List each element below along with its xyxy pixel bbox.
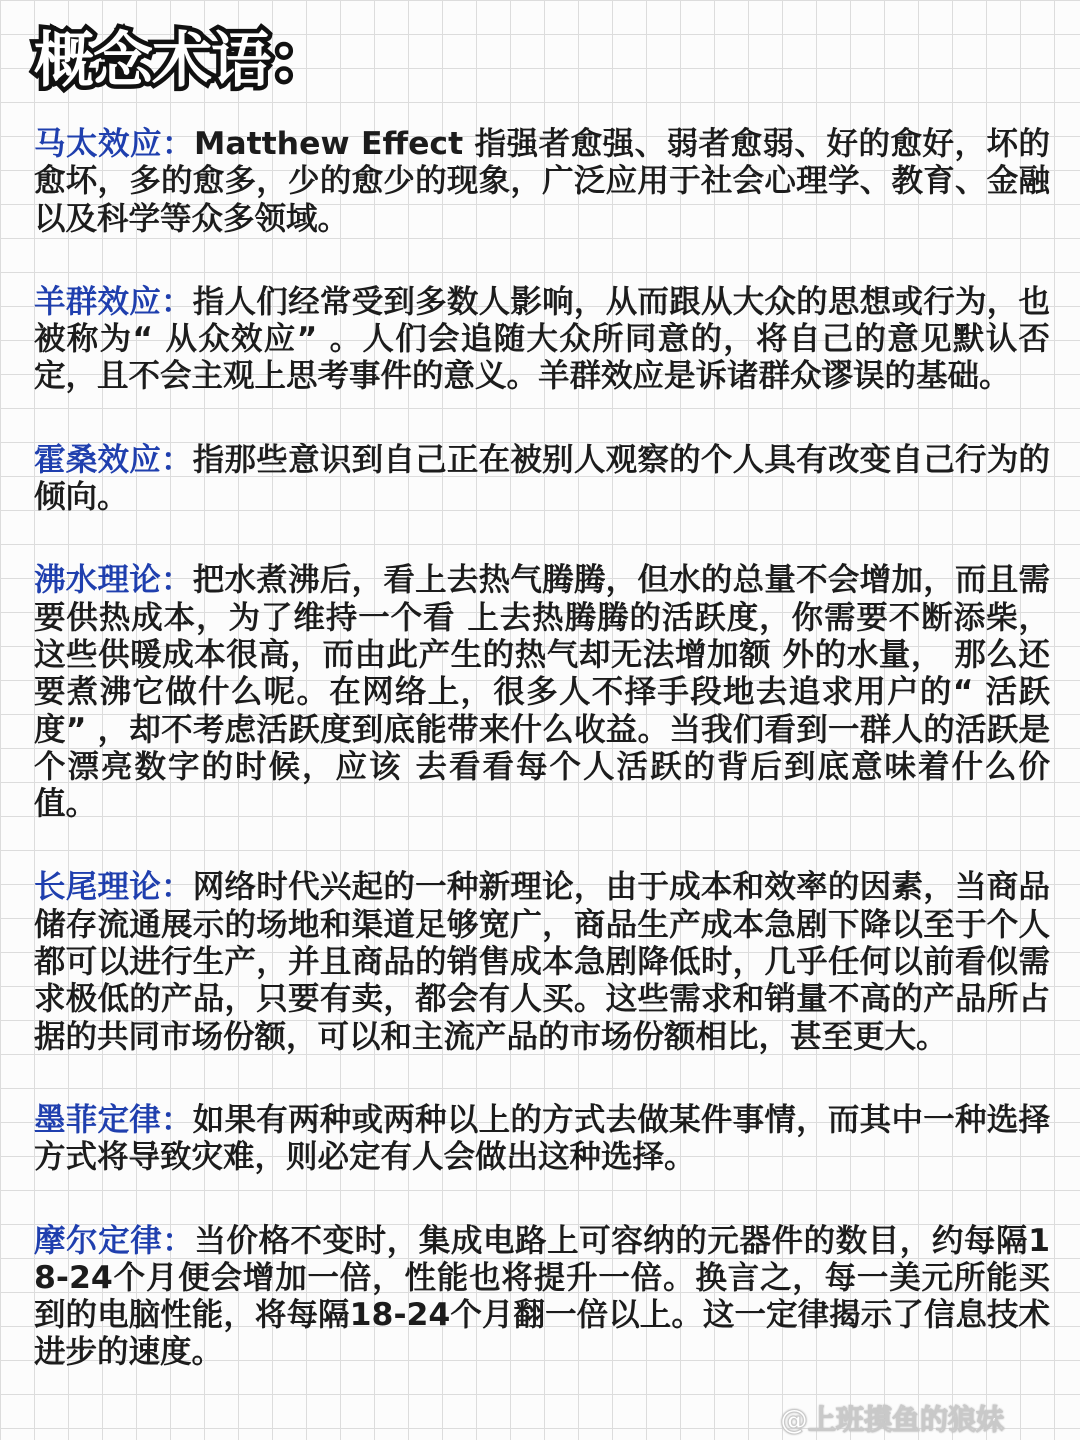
term-matthew-effect: [34, 126, 1050, 238]
page-title-text: 概念术语：: [34, 26, 329, 96]
term-name: 马太效应: [34, 126, 162, 162]
term-name: 霍桑效应: [34, 441, 162, 478]
term-definition: 指那些意识到自己正在被别人观察的个人具有改变自己行为的倾向。: [34, 441, 1050, 516]
term-separator: ：: [161, 869, 193, 906]
term-boiling-water-theory: [34, 562, 1050, 823]
term-name: 摩尔定律: [34, 1222, 163, 1259]
term-definition: 当价格不变时，集成电路上可容纳的元器件的数目，约每隔18-24个月便会增加一倍，性能也将提升一倍。换言之，每一美元所能买到的电脑性能，将每隔18-24个月翻一倍以上。这一定律揭示了信息技术进步的速度。: [34, 1222, 1050, 1371]
term-murphys-law: [34, 1102, 1050, 1177]
author-watermark: @上班摸鱼的狼妹: [779, 1403, 1004, 1436]
term-long-tail-theory: [34, 869, 1050, 1055]
term-name: 长尾理论: [34, 869, 162, 906]
term-definition: 如果有两种或两种以上的方式去做某件事情，而其中一种选择方式将导致灾难，则必定有人会做出这种选择。: [34, 1101, 1050, 1176]
term-separator: ：: [161, 562, 193, 599]
term-separator: ：: [161, 1101, 193, 1138]
term-name: 羊群效应: [34, 283, 162, 320]
term-separator: ：: [161, 441, 193, 478]
term-herd-effect: [34, 284, 1050, 396]
term-separator: ：: [162, 1222, 195, 1259]
term-moores-law: [34, 1223, 1050, 1372]
term-separator: ：: [161, 126, 194, 162]
term-definition: 指人们经常受到多数人影响，从而跟从大众的思想或行为，也被称为“ 从众效应” 。人们会追随大众所同意的，将自己的意见默认否定，且不会主观上思考事件的意义。羊群效应是诉诸群众谬误的基础。: [34, 283, 1050, 395]
term-separator: ：: [161, 283, 193, 320]
page-title: [34, 28, 329, 94]
term-name: 墨菲定律: [34, 1101, 162, 1138]
term-definition: Matthew Effect 指强者愈强、弱者愈弱、好的愈好，坏的愈坏，多的愈多，少的愈少的现象，广泛应用于社会心理学、教育、金融以及科学等众多领域。: [34, 126, 1050, 237]
terms-list: [34, 126, 1050, 1418]
term-name: 沸水理论: [34, 562, 162, 599]
term-definition: 网络时代兴起的一种新理论，由于成本和效率的因素，当商品储存流通展示的场地和渠道足够宽广，商品生产成本急剧下降以至于个人都可以进行生产，并且商品的销售成本急剧降低时，几乎任何以前看似需求极低的产品，只要有卖，都会有人买。这些需求和销量不高的产品所占据的共同市场份额，可以和主流产品的市场份额相比，甚至更大。: [34, 869, 1050, 1055]
term-hawthorne-effect: [34, 442, 1050, 517]
term-definition: 把水煮沸后，看上去热气腾腾，但水的总量不会增加，而且需要供热成本，为了维持一个看 上去热腾腾的活跃度，你需要不断添柴，这些供暖成本很高，而由此产生的热气却无法增加额 外的水量， 那么还要煮沸它做什么呢。在网络上，很多人不择手段地去追求用户的“ 活跃度” ，却不考虑活跃度到底能带来什么收益。当我们看到一群人的活跃是个漂亮数字的时候，应该 去看看每个人活跃的背后到底意味着什么价值。: [34, 562, 1050, 823]
